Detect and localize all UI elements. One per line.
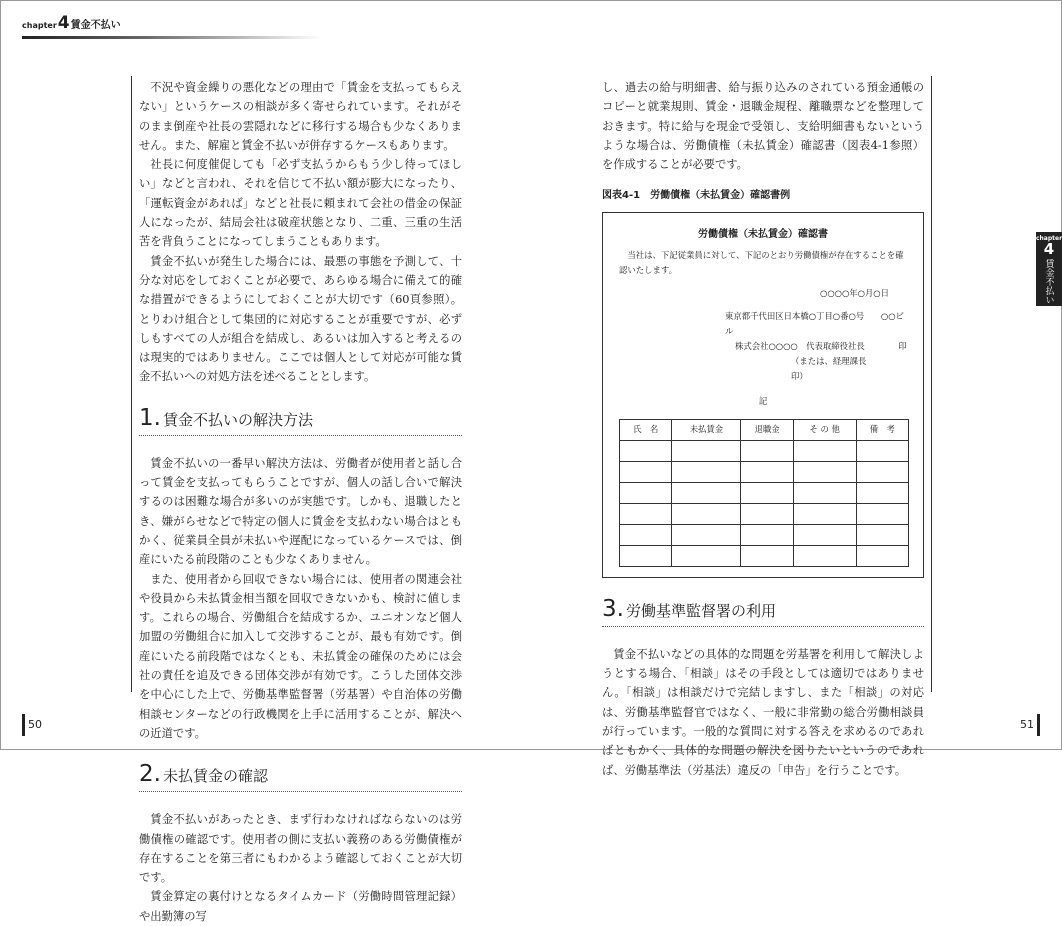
chapter-number: 4	[57, 13, 70, 33]
table-cell	[672, 503, 741, 524]
table-cell	[741, 545, 793, 566]
table-row	[620, 440, 909, 461]
table-cell	[741, 503, 793, 524]
claims-table	[619, 419, 909, 567]
table-cell	[672, 440, 741, 461]
section-title: 労働基準監督署の利用	[625, 601, 776, 620]
table-cell	[620, 440, 672, 461]
tab-chapter-title: 賃金不払い	[1043, 259, 1054, 304]
form-title: 労働債権（未払賃金）確認書	[698, 228, 828, 240]
paragraph: 社長に何度催促しても「必ず支払うからもう少し待ってほしい」などと言われ、それを信じて不払い額が膨大になったり、「運転資金があれば」などと社長に頼まれて会社の借金の保証人になったが、結局会社は破産状態となり、二重、三重の生活苦を背負うことになってしまうこともあります。	[139, 158, 462, 249]
table-cell	[856, 461, 908, 482]
table-row	[620, 482, 909, 503]
table-cell	[793, 503, 856, 524]
table-cell	[856, 524, 908, 545]
right-margin-rule	[931, 76, 932, 692]
section-title: 未払賃金の確認	[162, 767, 268, 786]
table-row	[620, 524, 909, 545]
chapter-label: chapter	[22, 21, 57, 30]
table-header-row	[620, 419, 909, 440]
paragraph: また、使用者から回収できない場合には、使用者の関連会社や役員から未払賃金相当額を回収できないかも、検討に値します。これらの場合、労働組合を結成するか、ユニオンなど個人加盟の労働組合に加入して交渉することが、最も有効です。倒産にいたる前段階ではなくとも、未払賃金の確保のためには会社の責任を追及できる団体交渉が有効です。こうした団体交渉を中心にした上で、労働基準監督署（労基署）や自治体の労働相談センターなどの行政機関を上手に活用することが、解決への近道です。	[139, 572, 462, 740]
table-cell	[741, 524, 793, 545]
column-header: 退職金	[741, 419, 793, 440]
table-cell	[793, 461, 856, 482]
table-row	[620, 461, 909, 482]
left-page-body	[139, 78, 462, 926]
section-number: 1.	[139, 404, 161, 431]
table-cell	[741, 482, 793, 503]
paragraph: 賃金算定の裏付けとなるタイムカード（労働時間管理記録）や出勤簿の写	[139, 890, 462, 923]
paragraph: 不況や資金繰りの悪化などの理由で「賃金を支払ってもらえない」というケースの相談が多く寄せられています。それがそのまま倒産や社長の雲隠れなどに移行する場合も少なくありません。また、解雇と賃金不払いが併存するケースもあります。	[139, 81, 462, 152]
page-number-bar-left	[22, 714, 25, 736]
paragraph: 賃金不払いが発生した場合には、最悪の事態を予測して、十分な対応をしておくことが必要で、あらゆる場合に備えて的確な措置ができるようにしておくことが大切です（60頁参照）。とりわけ組合として集団的に対応することが重要ですが、必ずしもすべての人が組合を結成し、あるいは加入すると考えるのは現実的ではありません。ここでは個人として対応が可能な賃金不払いへの対処方法を述べることとします。	[139, 254, 462, 384]
table-cell	[793, 545, 856, 566]
figure-caption: 図表4-1 労働債権（未払賃金）確認書例	[602, 190, 791, 202]
table-cell	[620, 482, 672, 503]
table-row	[620, 503, 909, 524]
table-cell	[620, 524, 672, 545]
table-cell	[793, 482, 856, 503]
section-heading-3	[602, 596, 924, 627]
address-line: 株式会社○○○○ 代表取締役社長 印	[735, 340, 907, 351]
section-heading-2	[139, 761, 462, 792]
table-cell	[793, 440, 856, 461]
address-line: 東京都千代田区日本橋○丁目○番○号 ○○ビル	[725, 310, 904, 336]
table-row	[620, 545, 909, 566]
address-line: （または、経理課長 印）	[791, 355, 900, 381]
header-rule	[22, 36, 322, 39]
form-ki: 記	[758, 395, 768, 406]
tab-chapter-label: chapter	[1035, 235, 1062, 242]
table-cell	[672, 545, 741, 566]
table-cell	[793, 524, 856, 545]
form-intro: 当社は、下記従業員に対して、下記のとおり労働債権が存在することを確認いたします。	[619, 249, 904, 275]
table-cell	[620, 461, 672, 482]
column-header: そ の 他	[793, 419, 856, 440]
table-cell	[856, 545, 908, 566]
table-cell	[856, 440, 908, 461]
confirmation-form-figure	[602, 212, 924, 578]
page-number-right: 51	[1020, 718, 1034, 731]
column-header: 未払賃金	[672, 419, 741, 440]
column-header: 氏 名	[620, 419, 672, 440]
left-margin-rule	[131, 76, 132, 692]
chapter-title: 賃金不払い	[70, 20, 121, 31]
claims-table-body	[620, 440, 909, 566]
form-date: ○○○○年○月○日	[820, 287, 889, 298]
paragraph: し、過去の給与明細書、給与振り込みのされている預金通帳のコピーと就業規則、賃金・退職金規程、離職票などを整理しておきます。特に給与を現金で受領し、支給明細書もないというような場合は、労働債権（未払賃金）確認書（図表4-1参照）を作成することが必要です。	[602, 81, 924, 172]
page-number-bar-right	[1037, 714, 1040, 736]
running-header	[22, 13, 121, 33]
table-cell	[741, 440, 793, 461]
table-cell	[672, 482, 741, 503]
table-cell	[672, 524, 741, 545]
paragraph: 賃金不払いがあったとき、まず行わなければならないのは労働債権の確認です。使用者の側に支払い義務のある労働債権が存在することを第三者にもわかるよう確認しておくことが大切です。	[139, 813, 462, 885]
section-number: 2.	[139, 761, 161, 788]
table-cell	[672, 461, 741, 482]
section-title: 賃金不払いの解決方法	[162, 410, 313, 429]
paragraph: 賃金不払いの一番早い解決方法は、労働者が使用者と話し合って賃金を支払ってもらうことですが、個人の話し合いで解決するのは困難な場合が多いのが実態です。しかも、退職したとき、嫌がらせなどで特定の個人に賃金を支払わない場合はともかく、従業員全員が未払いや遅配になっているケースでは、倒産にいたる前段階のことも少なくありません。	[139, 456, 462, 567]
table-cell	[620, 503, 672, 524]
page-number-left: 50	[28, 718, 42, 731]
table-cell	[620, 545, 672, 566]
table-cell	[856, 482, 908, 503]
section-number: 3.	[602, 595, 624, 622]
form-address-block	[725, 309, 907, 384]
table-cell	[741, 461, 793, 482]
right-page-body	[602, 78, 924, 780]
chapter-side-tab	[1036, 232, 1062, 306]
column-header: 備 考	[856, 419, 908, 440]
section-heading-1	[139, 405, 462, 436]
table-cell	[856, 503, 908, 524]
tab-chapter-number: 4	[1043, 240, 1055, 258]
paragraph: 賃金不払いなどの具体的な問題を労基署を利用して解決しようとする場合、「相談」はその手段としては適切ではありません。「相談」は相談だけで完結しますし、また「相談」の対応は、労働基準監督官ではなく、一般に非常勤の総合労働相談員が行っています。一般的な質問に対する答えを求めるのであればともかく、具体的な問題の解決を図りたいというのであれば、労働基準法（労基法）違反の「申告」を行うことです。	[602, 647, 924, 777]
